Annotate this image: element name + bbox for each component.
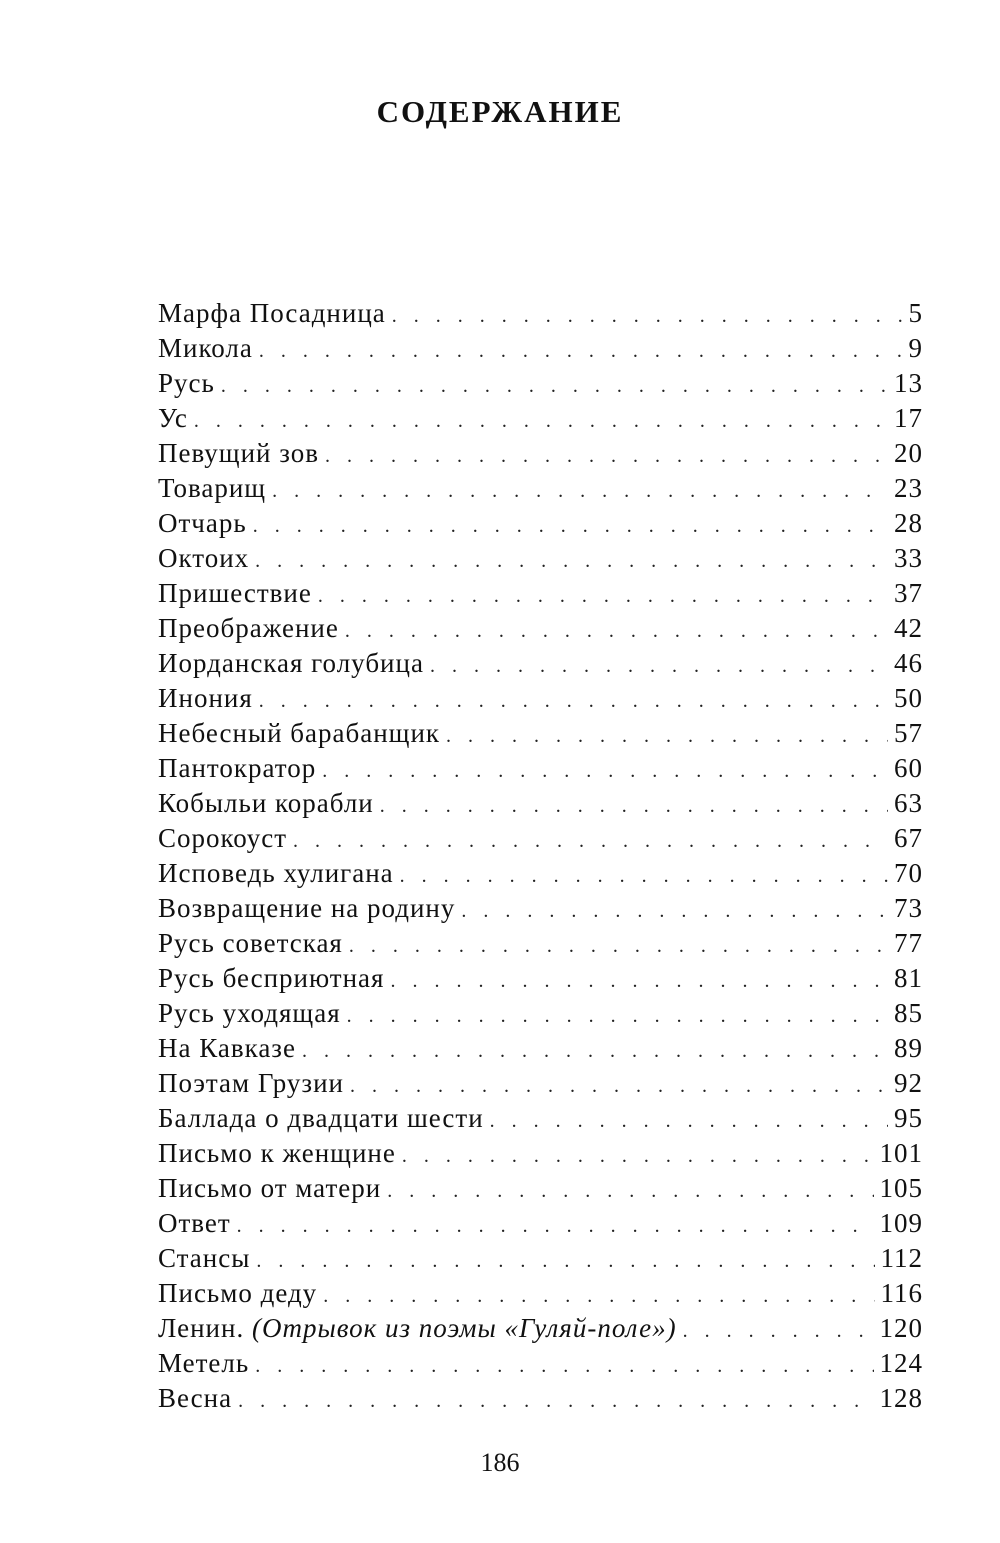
toc-entry-title	[158, 403, 188, 434]
toc-entry	[158, 1348, 923, 1383]
toc-entry-page: 57	[894, 718, 923, 748]
dot-leader	[380, 795, 888, 818]
dot-leader	[390, 970, 888, 993]
toc-entry	[158, 963, 923, 998]
dot-leader	[350, 1075, 888, 1098]
toc-entry-title	[158, 753, 316, 784]
dot-leader	[272, 480, 888, 503]
toc-entry-title	[158, 858, 394, 889]
toc-entry	[158, 368, 923, 403]
toc-entry-title-text: Возвращение на родину	[158, 893, 456, 923]
toc-entry-title-text: Ответ	[158, 1208, 231, 1238]
toc-entry-title	[158, 1243, 250, 1274]
toc-entry	[158, 718, 923, 753]
toc-entry-title	[158, 1033, 296, 1064]
dot-leader	[392, 305, 903, 328]
toc-entry	[158, 1278, 923, 1313]
toc-entry-title-text: Микола	[158, 333, 253, 363]
dot-leader	[402, 1145, 874, 1168]
toc-entry-title-text: Стансы	[158, 1243, 251, 1273]
toc-entry-subtitle: (Отрывок из поэмы «Гуляй-поле»)	[251, 1313, 677, 1343]
toc-entry-title	[158, 823, 287, 854]
toc-entry-title-text: Баллада о двадцати шести	[158, 1103, 484, 1133]
toc-entry-page: 17	[894, 403, 923, 433]
toc-entry-title	[158, 1208, 231, 1239]
toc-entry	[158, 1173, 923, 1208]
toc-entry-title-text: Товарищ	[158, 473, 267, 503]
toc-entry	[158, 403, 923, 438]
toc-entry-page: 20	[894, 438, 923, 468]
dot-leader	[237, 1215, 874, 1238]
toc-entry-page: 128	[879, 1383, 923, 1413]
dot-leader	[400, 865, 888, 888]
toc-entry-page: 89	[894, 1033, 923, 1063]
toc-entry-title-text: Русь	[158, 368, 215, 398]
toc-entry-page: 73	[894, 893, 923, 923]
toc-entry-page: 60	[894, 753, 923, 783]
toc-entry-title	[158, 1138, 396, 1169]
toc-entry-title	[158, 998, 341, 1029]
toc-entry-title-text: Певущий зов	[158, 438, 320, 468]
toc-entry-title-text: Письмо от матери	[158, 1173, 382, 1203]
toc-entry	[158, 683, 923, 718]
toc-entry-title-text: Инония	[158, 683, 253, 713]
toc-entry-title	[158, 578, 312, 609]
toc-entry-page: 5	[908, 298, 923, 328]
dot-leader	[255, 1355, 873, 1378]
toc-entry-title-text: Русь советская	[158, 928, 343, 958]
toc-entry	[158, 928, 923, 963]
dot-leader	[256, 1250, 874, 1273]
dot-leader	[259, 690, 888, 713]
toc-entry-title-text: Пантократор	[158, 753, 317, 783]
toc-entry-page: 92	[894, 1068, 923, 1098]
toc-entry-title	[158, 473, 266, 504]
toc-entry-page: 9	[908, 333, 923, 363]
toc-entry	[158, 613, 923, 648]
dot-leader	[259, 340, 903, 363]
dot-leader	[446, 725, 888, 748]
toc-entry-page: 95	[894, 1103, 923, 1133]
toc-entry	[158, 893, 923, 928]
toc-entry-title	[158, 298, 386, 329]
toc-entry-title-text: Исповедь хулигана	[158, 858, 394, 888]
toc-entry-title-text: Преображение	[158, 613, 339, 643]
toc-entry-title-text: Ленин.	[158, 1313, 245, 1343]
toc-entry	[158, 298, 923, 333]
toc-entry	[158, 1313, 923, 1348]
dot-leader	[318, 585, 888, 608]
toc-entry	[158, 333, 923, 368]
toc-entry	[158, 788, 923, 823]
dot-leader	[490, 1110, 888, 1133]
toc-entry	[158, 473, 923, 508]
toc-entry-title-text: Русь уходящая	[158, 998, 341, 1028]
toc-entry-page: 77	[894, 928, 923, 958]
dot-leader	[325, 445, 888, 468]
toc-entry-page: 101	[879, 1138, 923, 1168]
toc-entry-title	[158, 1313, 677, 1344]
dot-leader	[322, 760, 888, 783]
toc-entry-title-text: Письмо деду	[158, 1278, 318, 1308]
dot-leader	[255, 550, 888, 573]
toc-entry-title	[158, 648, 424, 679]
toc-entry-title-text: Сорокоуст	[158, 823, 288, 853]
toc-entry-title	[158, 333, 253, 364]
toc-entry	[158, 1383, 923, 1418]
page-title: СОДЕРЖАНИЕ	[376, 94, 624, 129]
toc-entry	[158, 823, 923, 858]
toc-entry	[158, 1243, 923, 1278]
dot-leader	[253, 515, 888, 538]
toc-entry-title	[158, 613, 339, 644]
toc-entry	[158, 1208, 923, 1243]
toc-entry-page: 23	[894, 473, 923, 503]
toc-entry-title-text: На Кавказе	[158, 1033, 296, 1063]
toc-entry-title	[158, 928, 343, 959]
toc-entry-title	[158, 963, 384, 994]
toc-entry-page: 37	[894, 578, 923, 608]
toc-entry-page: 50	[894, 683, 923, 713]
toc-entry-title	[158, 1348, 249, 1379]
toc-entry	[158, 543, 923, 578]
dot-leader	[238, 1390, 873, 1413]
toc-entry-page: 67	[894, 823, 923, 853]
toc-entry-page: 124	[879, 1348, 923, 1378]
toc-entry-title-text: Метель	[158, 1348, 250, 1378]
toc-entry-page: 105	[879, 1173, 923, 1203]
toc-entry	[158, 508, 923, 543]
toc-entry-title	[158, 543, 249, 574]
toc-entry-title-text: Марфа Посадница	[158, 298, 386, 328]
toc-entry-title	[158, 788, 374, 819]
toc-entry	[158, 438, 923, 473]
toc-entry-title	[158, 1278, 317, 1309]
toc-entry-page: 81	[894, 963, 923, 993]
toc-entry-page: 120	[879, 1313, 923, 1343]
toc-entry-title-text: Небесный барабанщик	[158, 718, 441, 748]
dot-leader	[683, 1320, 874, 1343]
toc-entry	[158, 1033, 923, 1068]
toc-entry-page: 13	[894, 368, 923, 398]
toc-entry	[158, 1068, 923, 1103]
dot-leader	[302, 1040, 888, 1063]
toc-entry-title-text: Отчарь	[158, 508, 247, 538]
toc-entry-title	[158, 438, 319, 469]
dot-leader	[293, 830, 888, 853]
toc-entry-title	[158, 508, 247, 539]
toc-entry-page: 70	[894, 858, 923, 888]
toc-entry-page: 112	[880, 1243, 923, 1273]
toc-entry-title	[158, 1068, 344, 1099]
toc-entry	[158, 753, 923, 788]
toc-entry-title	[158, 1383, 232, 1414]
toc-entry-title-text: Кобыльи корабли	[158, 788, 374, 818]
dot-leader	[461, 900, 888, 923]
toc-entry-title	[158, 368, 215, 399]
toc-entry-title-text: Поэтам Грузии	[158, 1068, 344, 1098]
toc-entry-title-text: Весна	[158, 1383, 233, 1413]
toc-entry-title-text: Ус	[158, 403, 188, 433]
table-of-contents	[158, 298, 923, 1418]
toc-entry-title	[158, 718, 440, 749]
toc-entry-title	[158, 1103, 484, 1134]
toc-entry	[158, 1103, 923, 1138]
dot-leader	[349, 935, 888, 958]
dot-leader	[323, 1285, 874, 1308]
toc-entry	[158, 648, 923, 683]
toc-entry-title-text: Пришествие	[158, 578, 312, 608]
toc-entry-title-text: Письмо к женщине	[158, 1138, 396, 1168]
dot-leader	[194, 410, 888, 433]
toc-entry-page: 28	[894, 508, 923, 538]
toc-entry-title-text: Октоих	[158, 543, 250, 573]
toc-entry-page: 116	[880, 1278, 923, 1308]
toc-entry-title	[158, 683, 253, 714]
toc-entry-page: 63	[894, 788, 923, 818]
toc-entry	[158, 1138, 923, 1173]
toc-entry-title-text: Русь бесприютная	[158, 963, 385, 993]
toc-entry-page: 33	[894, 543, 923, 573]
toc-entry-page: 46	[894, 648, 923, 678]
toc-entry-page: 85	[894, 998, 923, 1028]
toc-entry-title	[158, 893, 455, 924]
toc-entry	[158, 858, 923, 893]
dot-leader	[387, 1180, 873, 1203]
page-number: 186	[480, 1448, 520, 1477]
toc-entry-page: 42	[894, 613, 923, 643]
dot-leader	[221, 375, 888, 398]
dot-leader	[430, 655, 888, 678]
toc-entry-title-text: Иорданская голубица	[158, 648, 424, 678]
dot-leader	[347, 1005, 888, 1028]
toc-entry	[158, 578, 923, 613]
dot-leader	[345, 620, 888, 643]
toc-entry	[158, 998, 923, 1033]
toc-entry-title	[158, 1173, 381, 1204]
toc-entry-page: 109	[879, 1208, 923, 1238]
